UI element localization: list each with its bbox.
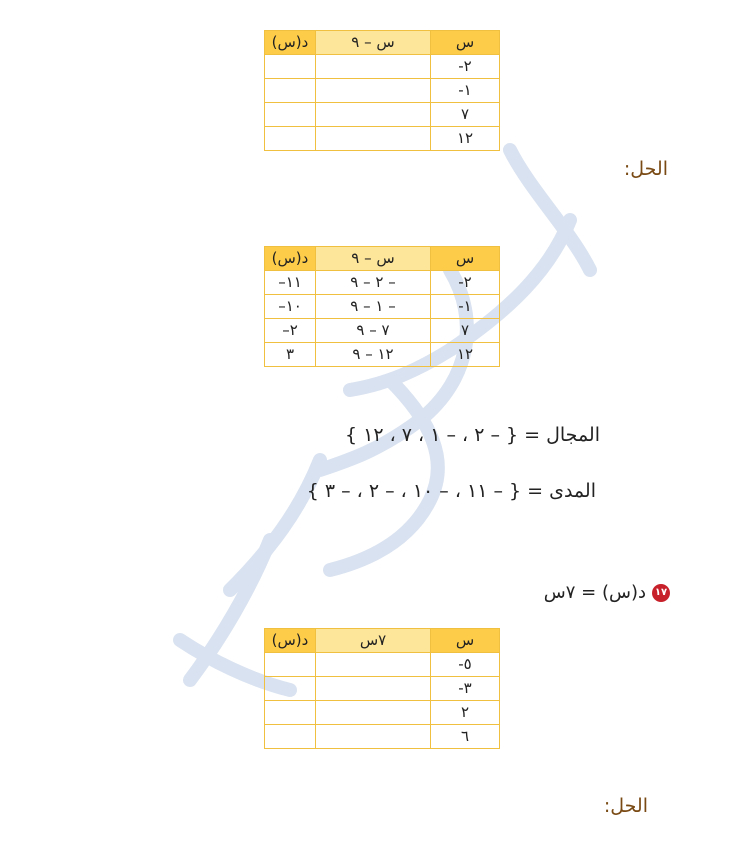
cell-expression <box>316 127 431 151</box>
domain-line: المجال = { – ٢ ، – ١ ، ٧ ، ١٢ } <box>345 424 600 446</box>
cell-x: ٦ <box>431 725 500 749</box>
problem-statement <box>544 582 670 603</box>
cell-expression: ٧ – ٩ <box>316 319 431 343</box>
table-row <box>265 127 500 151</box>
header-expression: ٧س <box>316 629 431 653</box>
cell-x: ٣- <box>431 677 500 701</box>
cell-expression <box>316 79 431 103</box>
range-line: المدى = { – ١١ ، – ١٠ ، – ٢ ، – ٣ } <box>306 480 596 502</box>
cell-x: ٧ <box>431 103 500 127</box>
cell-fx <box>265 103 316 127</box>
cell-fx: ٣ <box>265 343 316 367</box>
table-row <box>265 79 500 103</box>
table-values-2 <box>264 246 500 367</box>
cell-x: ١- <box>431 79 500 103</box>
table-values-1 <box>264 30 500 151</box>
table-row <box>265 725 500 749</box>
table-row <box>265 295 500 319</box>
problem-text: د(س) = ٧س <box>543 582 646 603</box>
header-fx: د(س) <box>265 629 316 653</box>
solution-label: الحل: <box>603 795 648 817</box>
cell-x: ٢ <box>431 701 500 725</box>
cell-expression <box>316 725 431 749</box>
cell-x: ٢- <box>431 55 500 79</box>
cell-expression <box>316 701 431 725</box>
cell-expression: – ٢ – ٩ <box>316 271 431 295</box>
cell-fx <box>265 653 316 677</box>
cell-x: ٧ <box>431 319 500 343</box>
cell-expression <box>316 55 431 79</box>
cell-expression: ١٢ – ٩ <box>316 343 431 367</box>
table-row <box>265 677 500 701</box>
cell-x: ١٢ <box>431 343 500 367</box>
cell-expression: – ١ – ٩ <box>316 295 431 319</box>
table-row <box>265 653 500 677</box>
table-row <box>265 343 500 367</box>
table-row <box>265 319 500 343</box>
header-fx: د(س) <box>265 31 316 55</box>
cell-expression <box>316 653 431 677</box>
cell-x: ١- <box>431 295 500 319</box>
table-header-row <box>265 31 500 55</box>
table-values-3 <box>264 628 500 749</box>
cell-fx: ١١– <box>265 271 316 295</box>
table-row <box>265 701 500 725</box>
cell-x: ٥- <box>431 653 500 677</box>
cell-x: ١٢ <box>431 127 500 151</box>
header-fx: د(س) <box>265 247 316 271</box>
header-expression: س – ٩ <box>316 31 431 55</box>
header-x: س <box>431 31 500 55</box>
table-row <box>265 55 500 79</box>
cell-expression <box>316 103 431 127</box>
cell-x: ٢- <box>431 271 500 295</box>
cell-fx <box>265 55 316 79</box>
cell-expression <box>316 677 431 701</box>
table-row <box>265 271 500 295</box>
cell-fx <box>265 127 316 151</box>
table-row <box>265 103 500 127</box>
cell-fx: ٢– <box>265 319 316 343</box>
cell-fx <box>265 701 316 725</box>
solution-label: الحل: <box>623 158 668 180</box>
header-x: س <box>431 247 500 271</box>
table-header-row <box>265 247 500 271</box>
cell-fx <box>265 79 316 103</box>
header-expression: س – ٩ <box>316 247 431 271</box>
header-x: س <box>431 629 500 653</box>
problem-number-badge: ١٧ <box>652 584 670 602</box>
table-header-row <box>265 629 500 653</box>
cell-fx <box>265 677 316 701</box>
cell-fx <box>265 725 316 749</box>
cell-fx: ١٠– <box>265 295 316 319</box>
